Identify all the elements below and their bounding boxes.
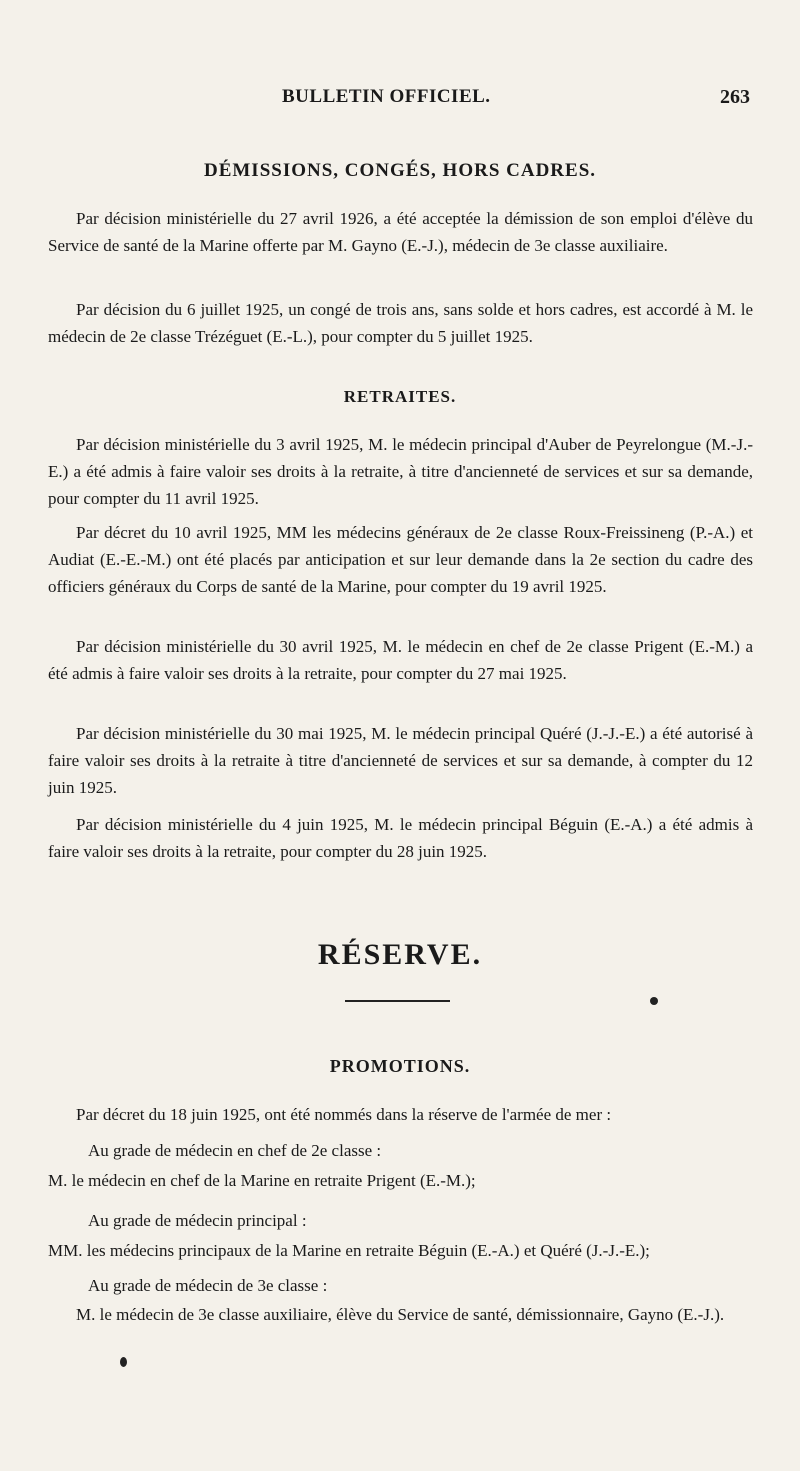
paragraph-retraite: Par décision ministérielle du 30 mai 1925, M. le médecin principal Quéré (J.-J.-E.) a été autorisé à faire valoir ses droits à la retraite à titre d'ancienneté de services et sur sa demande, à compter du 12 juin 1925. (48, 724, 753, 797)
paragraph-demission: Par décision ministérielle du 27 avril 1926, a été acceptée la démission de son emploi d'élève du Service de santé de la Marine offerte par M. Gayno (E.-J.), médecin de 3e classe auxiliaire. (48, 209, 753, 255)
paragraph-retraite: Par décret du 10 avril 1925, MM les médecins généraux de 2e classe Roux-Freissineng (P.-A.) et Audiat (E.-E.-M.) ont été placés par anticipation et sur leur demande dans la 2e section du cadre des officiers généraux du Corps de santé de la Marine, pour compter du 19 avril 1925. (48, 523, 753, 596)
ink-spot (120, 1357, 127, 1367)
promotions-intro: Par décret du 18 juin 1925, ont été nommés dans la réserve de l'armée de mer : (76, 1105, 612, 1124)
grade-heading: Au grade de médecin principal : (88, 1211, 307, 1230)
subsection-heading-promotions: PROMOTIONS. (329, 1056, 471, 1076)
section-heading-demissions: DÉMISSIONS, CONGÉS, HORS CADRES. (203, 160, 597, 181)
page-number: 263 (720, 86, 750, 108)
paragraph-retraite: Par décision ministérielle du 3 avril 1925, M. le médecin principal d'Auber de Peyrelongue (M.-J.-E.) a été admis à faire valoir ses droits à la retraite, à titre d'ancienneté de services et sur sa demande, pour compter du 11 avril 1925. (48, 435, 753, 508)
paragraph-conge: Par décision du 6 juillet 1925, un congé de trois ans, sans solde et hors cadres, est accordé à M. le médecin de 2e classe Trézéguet (E.-L.), pour compter du 5 juillet 1925. (48, 300, 753, 346)
paragraph-retraite: Par décision ministérielle du 4 juin 1925, M. le médecin principal Béguin (E.-A.) a été admis à faire valoir ses droits à la retraite, pour compter du 28 juin 1925. (48, 815, 753, 861)
divider-rule (345, 1000, 450, 1002)
grade-heading: Au grade de médecin de 3e classe : (88, 1276, 328, 1295)
running-title: BULLETIN OFFICIEL. (282, 86, 491, 107)
grade-heading: Au grade de médecin en chef de 2e classe : (88, 1141, 382, 1160)
promotion-entry: MM. les médecins principaux de la Marine en retraite Béguin (E.-A.) et Quéré (J.-J.-E.); (48, 1241, 650, 1260)
paragraph-retraite: Par décision ministérielle du 30 avril 1925, M. le médecin en chef de 2e classe Prigent (E.-M.) a été admis à faire valoir ses droits à la retraite, pour compter du 27 mai 1925. (48, 637, 753, 683)
section-heading-reserve: RÉSERVE. (317, 938, 483, 971)
running-head (0, 86, 800, 116)
section-heading-retraites: RETRAITES. (343, 387, 457, 406)
promotion-entry: M. le médecin de 3e classe auxiliaire, élève du Service de santé, démissionnaire, Gayno (E.-J.). (76, 1305, 725, 1324)
promotion-entry: M. le médecin en chef de la Marine en retraite Prigent (E.-M.); (48, 1171, 476, 1190)
ink-spot (650, 997, 658, 1005)
